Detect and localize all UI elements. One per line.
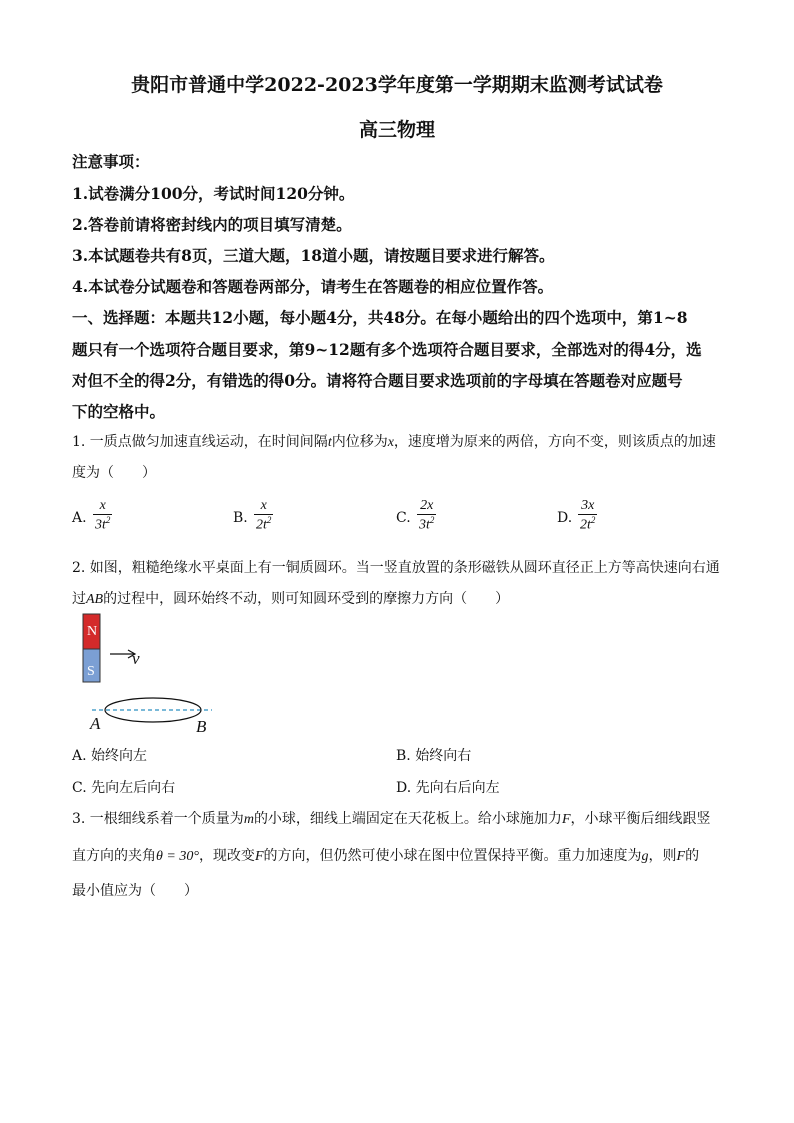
q2-option-d: D. 先向右后向左 <box>396 780 500 796</box>
var-f-2: F <box>254 849 264 864</box>
magnet-south-label: S <box>87 664 95 679</box>
var-m: m <box>243 812 254 827</box>
q1-option-a-fraction: $\frac{x}{3t^2}$ <box>95 498 111 533</box>
q1-option-b-label: B. <box>233 510 248 526</box>
section1-line-3: 对但不全的得2分，有错选的得0分。请将符合题目要求选项前的字母填在答题卷对应题号 <box>72 371 683 390</box>
q2-option-a: A. 始终向左 <box>72 748 148 764</box>
q2-option-c: C. 先向左后向右 <box>72 780 176 796</box>
section1-line-2: 题只有一个选项符合题目要求，第9~12题有多个选项符合题目要求，全部选对的得4分，选 <box>72 340 702 359</box>
q3-stem-line-3: 最小值应为（ ） <box>72 883 198 899</box>
q1-stem-line-2: 度为（ ） <box>72 465 156 481</box>
q1-option-a-label: A. <box>72 510 87 526</box>
var-ab: AB <box>86 592 104 607</box>
velocity-label: v <box>132 649 140 668</box>
magnet-north-label: N <box>87 624 98 639</box>
notes-heading: 注意事项： <box>72 152 150 171</box>
q3-stem-line-2: 直方向的夹角θ = 30°，现改变F的方向，但仍然可使小球在图中位置保持平衡。重力加速度为g，则F的 <box>72 848 700 864</box>
theta-expression: θ = 30° <box>156 849 199 864</box>
q1-option-c-label: C. <box>396 510 411 526</box>
q1-option-d-fraction: $\frac{3x}{2t^2}$ <box>580 498 596 533</box>
q2-stem-line-1: 2. 如图，粗糙绝缘水平桌面上有一铜质圆环。当一竖直放置的条形磁铁从圆环直径正上方等高快速向右通 <box>72 560 720 576</box>
q1-stem-line-1: 1. 一质点做匀加速直线运动，在时间间隔t内位移为x，速度增为原来的两倍，方向不变，则该质点的加速 <box>72 434 716 450</box>
section1-line-1: 一、选择题：本题共12小题，每小题4分，共48分。在每小题给出的四个选项中，第1~8 <box>72 308 688 327</box>
note-item-1: 1.试卷满分100分，考试时间120分钟。 <box>72 184 355 203</box>
exam-subtitle: 高三物理 <box>358 119 435 141</box>
exam-title: 贵阳市普通中学2022-2023学年度第一学期期末监测考试试卷 <box>131 74 663 96</box>
note-item-2: 2.答卷前请将密封线内的项目填写清楚。 <box>72 215 352 234</box>
q1-option-d-label: D. <box>557 510 573 526</box>
var-f-3: F <box>676 849 686 864</box>
var-x: x <box>387 435 394 450</box>
q1-option-c-fraction: $\frac{2x}{3t^2}$ <box>419 498 435 533</box>
var-t: t <box>327 435 332 450</box>
magnet-ring-figure <box>72 612 222 738</box>
var-g: g <box>641 849 649 864</box>
point-b-label: B <box>196 717 207 736</box>
section1-line-4: 下的空格中。 <box>72 402 166 421</box>
note-item-4: 4.本试卷分试题卷和答题卷两部分，请考生在答题卷的相应位置作答。 <box>72 277 554 296</box>
q2-option-b: B. 始终向右 <box>396 748 472 764</box>
point-a-label: A <box>90 714 101 733</box>
q1-option-b-fraction: $\frac{x}{2t^2}$ <box>256 498 272 533</box>
q2-stem-line-2: 过AB的过程中，圆环始终不动，则可知圆环受到的摩擦力方向（ ） <box>72 591 510 607</box>
var-f: F <box>561 812 571 827</box>
note-item-3: 3.本试题卷共有8页，三道大题，18道小题，请按题目要求进行解答。 <box>72 246 555 265</box>
q3-stem-line-1: 3. 一根细线系着一个质量为m的小球，细线上端固定在天花板上。给小球施加力F，小球平衡后细线跟竖 <box>72 811 711 827</box>
